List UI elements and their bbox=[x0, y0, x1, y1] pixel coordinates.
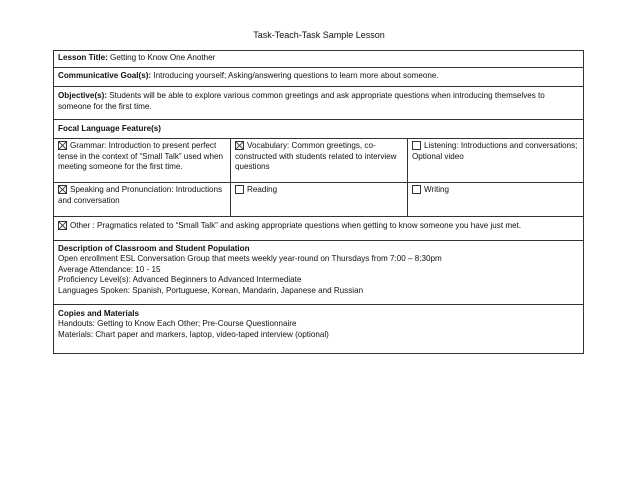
check-x-icon bbox=[59, 186, 66, 193]
classroom-section bbox=[54, 241, 583, 305]
vocabulary-cell bbox=[231, 139, 408, 182]
communicative-goals-row bbox=[54, 68, 583, 88]
lesson-title-label: Lesson Title: bbox=[58, 53, 108, 62]
reading-text: Reading bbox=[247, 184, 278, 194]
objectives-value: Students will be able to explore various common greetings and ask appropriate questions when introducing themselves to someone for the first time. bbox=[58, 91, 545, 111]
materials-section bbox=[54, 305, 583, 354]
other-row bbox=[54, 217, 583, 241]
grammar-checkbox[interactable] bbox=[58, 141, 67, 150]
materials-heading: Copies and Materials bbox=[58, 308, 139, 318]
materials-line: Materials: Chart paper and markers, laptop, video-taped interview (optional) bbox=[58, 329, 329, 339]
other-text: Other : Pragmatics related to “Small Talk” and asking appropriate questions when getting to know someone you have just met. bbox=[70, 220, 522, 230]
grammar-cell bbox=[54, 139, 231, 182]
focal-features-row-1 bbox=[54, 139, 583, 183]
writing-checkbox[interactable] bbox=[412, 185, 421, 194]
reading-checkbox[interactable] bbox=[235, 185, 244, 194]
classroom-heading: Description of Classroom and Student Population bbox=[58, 243, 250, 253]
communicative-goals-value: Introducing yourself; Asking/answering questions to learn more about someone. bbox=[151, 70, 439, 80]
vocabulary-checkbox[interactable] bbox=[235, 141, 244, 150]
lesson-title-value: Getting to Know One Another bbox=[107, 53, 216, 62]
writing-text: Writing bbox=[424, 184, 450, 194]
listening-cell bbox=[408, 139, 583, 182]
materials-line: Handouts: Getting to Know Each Other; Pre-Course Questionnaire bbox=[58, 319, 297, 329]
speaking-text: Speaking and Pronunciation: Introductions and conversation bbox=[58, 184, 223, 205]
classroom-line: Average Attendance: 10 - 15 bbox=[58, 264, 161, 274]
classroom-line: Open enrollment ESL Conversation Group that meets weekly year-round on Thursdays from 7:00 – 8:30pm bbox=[58, 254, 442, 264]
speaking-checkbox[interactable] bbox=[58, 185, 67, 194]
classroom-line: Proficiency Level(s): Advanced Beginners to Advanced Intermediate bbox=[58, 275, 302, 285]
lesson-plan-form bbox=[53, 50, 584, 354]
objectives-row bbox=[54, 87, 583, 120]
listening-text: Listening: Introductions and conversations; Optional video bbox=[412, 140, 578, 161]
writing-cell bbox=[408, 183, 583, 216]
classroom-line: Languages Spoken: Spanish, Portuguese, Korean, Mandarin, Japanese and Russian bbox=[58, 285, 364, 295]
grammar-text: Grammar: Introduction to present perfect tense in the context of “Small Talk” used when meeting someone for the first time. bbox=[58, 140, 223, 172]
reading-cell bbox=[231, 183, 408, 216]
page-title: Task-Teach-Task Sample Lesson bbox=[253, 30, 385, 40]
vocabulary-text: Vocabulary: Common greetings, co-constructed with students related to interview questions bbox=[235, 140, 397, 172]
objectives-label: Objective(s): bbox=[58, 91, 108, 101]
lesson-title-row bbox=[54, 51, 583, 68]
check-x-icon bbox=[59, 142, 66, 149]
check-x-icon bbox=[236, 142, 243, 149]
focal-features-row-2 bbox=[54, 183, 583, 217]
speaking-cell bbox=[54, 183, 231, 216]
communicative-goals-label: Communicative Goal(s): bbox=[58, 70, 152, 80]
focal-features-heading: Focal Language Feature(s) bbox=[54, 120, 583, 139]
other-checkbox[interactable] bbox=[58, 221, 67, 230]
listening-checkbox[interactable] bbox=[412, 141, 421, 150]
check-x-icon bbox=[59, 222, 66, 229]
